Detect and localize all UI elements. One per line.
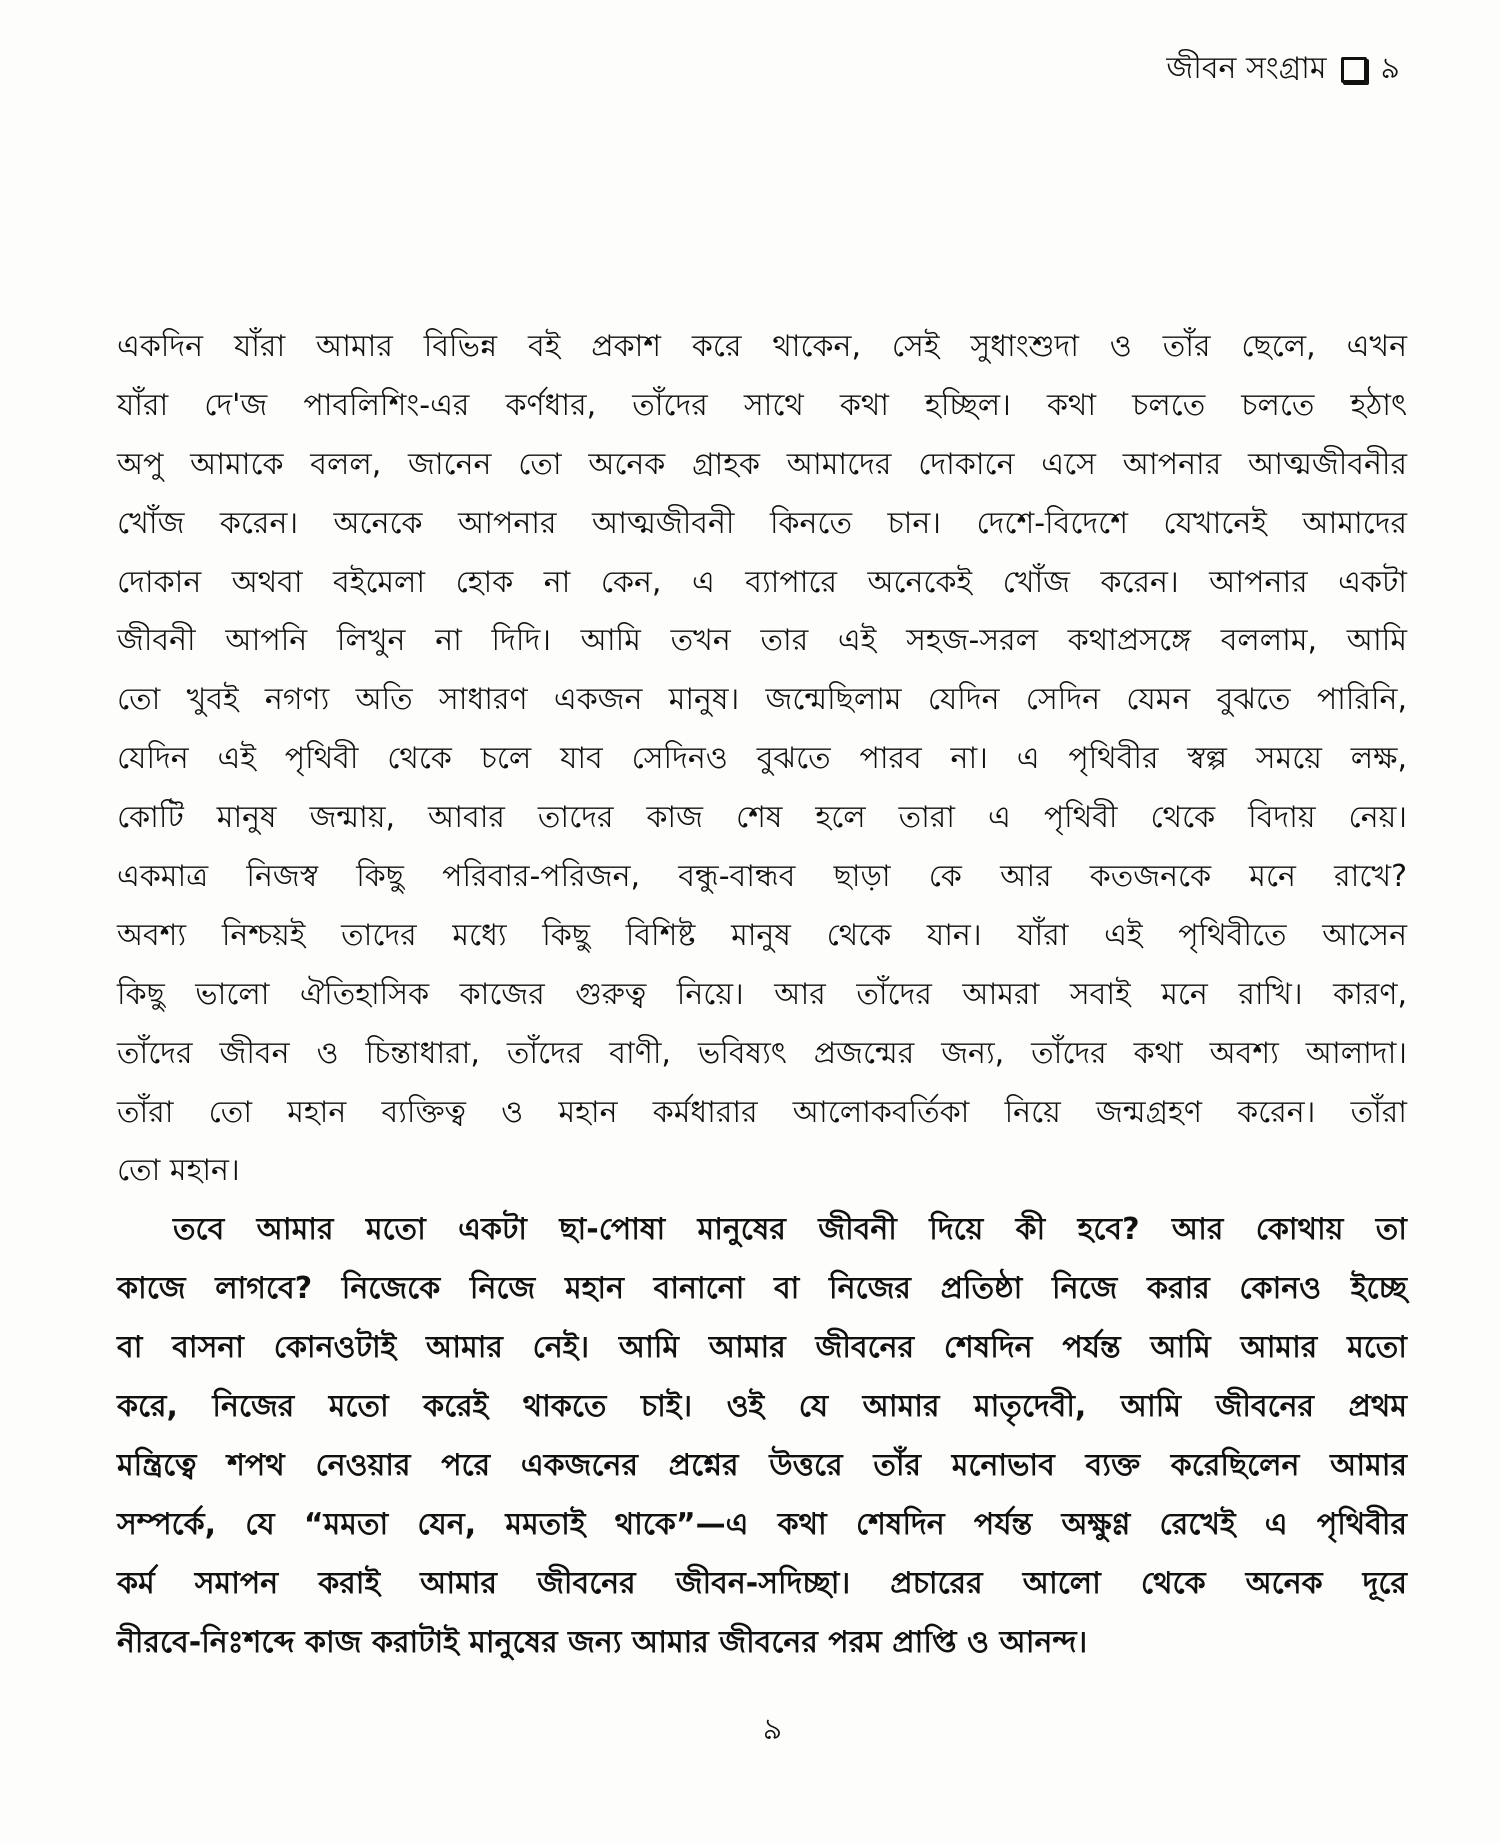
text-line: অবশ্য নিশ্চয়ই তাদের মধ্যে কিছু বিশিষ্ট মানুষ থেকে যান। যাঁরা এই পৃথিবীতে আসেন xyxy=(117,917,1407,953)
text-line: কর্ম সমাপন করাই আমার জীবনের জীবন-সদিচ্ছা। প্রচারের আলো থেকে অনেক দূরে xyxy=(117,1565,1407,1601)
text-line: খোঁজ করেন। অনেকে আপনার আত্মজীবনী কিনতে চান। দেশে-বিদেশে যেখানেই আমাদের xyxy=(117,505,1407,541)
header-page-number: ৯ xyxy=(1380,51,1400,86)
text-line: অপু আমাকে বলল, জানেন তো অনেক গ্রাহক আমাদের দোকানে এসে আপনার আত্মজীবনীর xyxy=(117,446,1407,482)
text-line: তাঁরা তো মহান ব্যক্তিত্ব ও মহান কর্মধারার আলোকবর্তিকা নিয়ে জন্মগ্রহণ করেন। তাঁরা xyxy=(117,1094,1407,1130)
footer-page-number: ৯ xyxy=(762,1712,783,1747)
text-line: তাঁদের জীবন ও চিন্তাধারা, তাঁদের বাণী, ভবিষ্যৎ প্রজন্মের জন্য, তাঁদের কথা অবশ্য আলাদা। xyxy=(117,1035,1407,1071)
running-header xyxy=(1166,44,1400,95)
text-line: কোটি মানুষ জন্মায়, আবার তাদের কাজ শেষ হলে তারা এ পৃথিবী থেকে বিদায় নেয়। xyxy=(117,800,1407,836)
square-bullet-icon xyxy=(1341,57,1367,83)
text-line: তো মহান। xyxy=(117,1153,240,1189)
paragraph-2 xyxy=(117,1201,1407,1672)
text-line: যাঁরা দে'জ পাবলিশিং-এর কর্ণধার, তাঁদের সাথে কথা হচ্ছিল। কথা চলতে চলতে হঠাৎ xyxy=(117,387,1407,423)
text-line: নীরবে-নিঃশব্দে কাজ করাটাই মানুষের জন্য আমার জীবনের পরম প্রাপ্তি ও আনন্দ। xyxy=(117,1624,1088,1660)
text-line: বা বাসনা কোনওটাই আমার নেই। আমি আমার জীবনের শেষদিন পর্যন্ত আমি আমার মতো xyxy=(117,1330,1407,1366)
book-title: জীবন সংগ্রাম xyxy=(1166,51,1327,86)
text-line: তবে আমার মতো একটা ছা-পোষা মানুষের জীবনী দিয়ে কী হবে? আর কোথায় তা xyxy=(173,1212,1407,1248)
text-line: মন্ত্রিত্বে শপথ নেওয়ার পরে একজনের প্রশ্নের উত্তরে তাঁর মনোভাব ব্যক্ত করেছিলেন আমার xyxy=(117,1447,1407,1483)
text-line: যেদিন এই পৃথিবী থেকে চলে যাব সেদিনও বুঝতে পারব না। এ পৃথিবীর স্বল্প সময়ে লক্ষ, xyxy=(117,741,1407,777)
paragraph-1 xyxy=(117,318,1407,1201)
text-line: করে, নিজের মতো করেই থাকতে চাই। ওই যে আমার মাতৃদেবী, আমি জীবনের প্রথম xyxy=(117,1389,1407,1425)
text-line: সম্পর্কে, যে “মমতা যেন, মমতাই থাকে”—এ কথা শেষদিন পর্যন্ত অক্ষুণ্ণ রেখেই এ পৃথিবীর xyxy=(117,1506,1407,1542)
text-line: একদিন যাঁরা আমার বিভিন্ন বই প্রকাশ করে থাকেন, সেই সুধাংশুদা ও তাঁর ছেলে, এখন xyxy=(117,329,1407,364)
page-body xyxy=(117,318,1407,1672)
text-line: কাজে লাগবে? নিজেকে নিজে মহান বানানো বা নিজের প্রতিষ্ঠা নিজে করার কোনও ইচ্ছে xyxy=(117,1271,1407,1307)
text-line: তো খুবই নগণ্য অতি সাধারণ একজন মানুষ। জন্মেছিলাম যেদিন সেদিন যেমন বুঝতে পারিনি, xyxy=(117,682,1407,718)
text-line: কিছু ভালো ঐতিহাসিক কাজের গুরুত্ব নিয়ে। আর তাঁদের আমরা সবাই মনে রাখি। কারণ, xyxy=(117,976,1407,1012)
text-line: দোকান অথবা বইমেলা হোক না কেন, এ ব্যাপারে অনেকেই খোঁজ করেন। আপনার একটা xyxy=(117,564,1407,600)
text-line: জীবনী আপনি লিখুন না দিদি। আমি তখন তার এই সহজ-সরল কথাপ্রসঙ্গে বললাম, আমি xyxy=(117,623,1407,659)
text-line: একমাত্র নিজস্ব কিছু পরিবার-পরিজন, বন্ধু-বান্ধব ছাড়া কে আর কতজনকে মনে রাখে? xyxy=(117,859,1407,895)
